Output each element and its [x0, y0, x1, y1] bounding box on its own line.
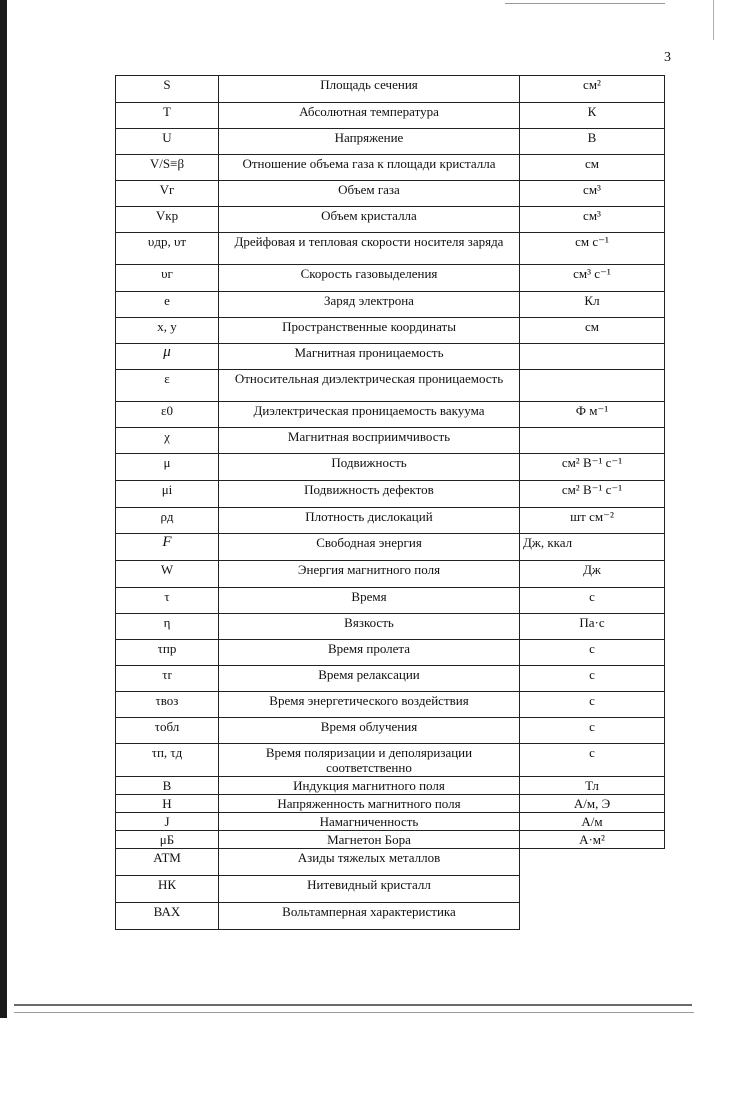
- unit-cell: см³: [520, 207, 665, 233]
- unit-cell: Тл: [520, 777, 665, 795]
- description-cell: Вязкость: [219, 614, 520, 640]
- symbol-cell: ВАХ: [116, 903, 219, 930]
- unit-cell: Ф м⁻¹: [520, 402, 665, 428]
- symbol-cell: ε: [116, 370, 219, 402]
- unit-cell: А/м, Э: [520, 795, 665, 813]
- symbol-cell: μБ: [116, 831, 219, 849]
- description-cell: Скорость газовыделения: [219, 265, 520, 292]
- unit-cell: [520, 370, 665, 402]
- unit-cell: с: [520, 718, 665, 744]
- description-cell: Подвижность дефектов: [219, 481, 520, 508]
- symbol-cell: НК: [116, 876, 219, 903]
- table-row: [116, 903, 665, 930]
- unit-cell: см² В⁻¹ с⁻¹: [520, 481, 665, 508]
- symbol-cell: V/S≡β: [116, 155, 219, 181]
- unit-cell: [520, 344, 665, 370]
- table-row: [116, 744, 665, 777]
- table-row: [116, 692, 665, 718]
- scan-line-bottom: [14, 1012, 694, 1013]
- symbol-cell: Vкр: [116, 207, 219, 233]
- table-row: [116, 795, 665, 813]
- table-row: [116, 402, 665, 428]
- symbol-cell: τ: [116, 588, 219, 614]
- description-cell: Диэлектрическая проницаемость вакуума: [219, 402, 520, 428]
- scan-line-top: [505, 3, 665, 4]
- description-cell: Объем газа: [219, 181, 520, 207]
- unit-cell: с: [520, 744, 665, 777]
- table-row: [116, 561, 665, 588]
- table-row: [116, 588, 665, 614]
- symbol-cell: W: [116, 561, 219, 588]
- unit-cell: А/м: [520, 813, 665, 831]
- unit-cell: с: [520, 640, 665, 666]
- unit-cell: К: [520, 103, 665, 129]
- description-cell: Магнитная восприимчивость: [219, 428, 520, 454]
- unit-cell: Кл: [520, 292, 665, 318]
- description-cell: Намагниченность: [219, 813, 520, 831]
- description-cell: Время поляризации и деполяризации соответственно: [219, 744, 520, 777]
- description-cell: Относительная диэлектрическая проницаемость: [219, 370, 520, 402]
- table-row: [116, 640, 665, 666]
- table-row: [116, 155, 665, 181]
- table-row: [116, 534, 665, 561]
- description-cell: Плотность дислокаций: [219, 508, 520, 534]
- unit-cell: см: [520, 155, 665, 181]
- unit-cell: Дж, ккал: [520, 534, 665, 561]
- unit-cell: см³: [520, 181, 665, 207]
- description-cell: Азиды тяжелых металлов: [219, 849, 520, 876]
- table-row: [116, 813, 665, 831]
- unit-cell: с: [520, 588, 665, 614]
- notation-table: [115, 75, 665, 930]
- unit-cell: см: [520, 318, 665, 344]
- symbol-cell: H: [116, 795, 219, 813]
- table-row: [116, 370, 665, 402]
- table-row: [116, 831, 665, 849]
- description-cell: Время облучения: [219, 718, 520, 744]
- unit-cell: [520, 903, 665, 930]
- description-cell: Объем кристалла: [219, 207, 520, 233]
- table-row: [116, 428, 665, 454]
- symbol-cell: χ: [116, 428, 219, 454]
- unit-cell: А·м²: [520, 831, 665, 849]
- description-cell: Пространственные координаты: [219, 318, 520, 344]
- unit-cell: Па·с: [520, 614, 665, 640]
- scan-line-right: [713, 0, 714, 40]
- symbol-cell: F: [116, 534, 219, 561]
- symbol-cell: Vг: [116, 181, 219, 207]
- table-row: [116, 103, 665, 129]
- description-cell: Отношение объема газа к площади кристалла: [219, 155, 520, 181]
- unit-cell: см²: [520, 76, 665, 103]
- table-row: [116, 777, 665, 795]
- symbol-cell: η: [116, 614, 219, 640]
- symbol-cell: υг: [116, 265, 219, 292]
- description-cell: Подвижность: [219, 454, 520, 481]
- description-cell: Вольтамперная характеристика: [219, 903, 520, 930]
- description-cell: Напряженность магнитного поля: [219, 795, 520, 813]
- table-row: [116, 233, 665, 265]
- unit-cell: см³ с⁻¹: [520, 265, 665, 292]
- scan-edge-left: [0, 0, 7, 1018]
- description-cell: Дрейфовая и тепловая скорости носителя заряда: [219, 233, 520, 265]
- unit-cell: В: [520, 129, 665, 155]
- table-row: [116, 265, 665, 292]
- table-row: [116, 849, 665, 876]
- table-row: [116, 318, 665, 344]
- symbol-cell: J: [116, 813, 219, 831]
- description-cell: Индукция магнитного поля: [219, 777, 520, 795]
- table-row: [116, 181, 665, 207]
- table-row: [116, 481, 665, 508]
- description-cell: Заряд электрона: [219, 292, 520, 318]
- symbol-cell: S: [116, 76, 219, 103]
- symbol-cell: υдр, υт: [116, 233, 219, 265]
- symbol-cell: АТМ: [116, 849, 219, 876]
- unit-cell: см с⁻¹: [520, 233, 665, 265]
- description-cell: Время релаксации: [219, 666, 520, 692]
- notation-table-body: [116, 76, 665, 930]
- description-cell: Свободная энергия: [219, 534, 520, 561]
- symbol-cell: τвоз: [116, 692, 219, 718]
- unit-cell: [520, 849, 665, 876]
- table-row: [116, 614, 665, 640]
- table-row: [116, 344, 665, 370]
- unit-cell: с: [520, 666, 665, 692]
- symbol-cell: ε0: [116, 402, 219, 428]
- symbol-cell: τп, τд: [116, 744, 219, 777]
- symbol-cell: B: [116, 777, 219, 795]
- symbol-cell: e: [116, 292, 219, 318]
- table-row: [116, 876, 665, 903]
- table-row: [116, 666, 665, 692]
- symbol-cell: μ: [116, 344, 219, 370]
- symbol-cell: μ: [116, 454, 219, 481]
- unit-cell: [520, 876, 665, 903]
- symbol-cell: τпр: [116, 640, 219, 666]
- unit-cell: [520, 428, 665, 454]
- description-cell: Магнетон Бора: [219, 831, 520, 849]
- table-row: [116, 454, 665, 481]
- description-cell: Энергия магнитного поля: [219, 561, 520, 588]
- unit-cell: Дж: [520, 561, 665, 588]
- description-cell: Время энергетического воздействия: [219, 692, 520, 718]
- symbol-cell: x, y: [116, 318, 219, 344]
- symbol-cell: ρд: [116, 508, 219, 534]
- table-row: [116, 508, 665, 534]
- description-cell: Время пролета: [219, 640, 520, 666]
- unit-cell: шт см⁻²: [520, 508, 665, 534]
- page-number: 3: [664, 50, 671, 65]
- unit-cell: см² В⁻¹ с⁻¹: [520, 454, 665, 481]
- table-row: [116, 76, 665, 103]
- description-cell: Время: [219, 588, 520, 614]
- description-cell: Нитевидный кристалл: [219, 876, 520, 903]
- symbol-cell: τобл: [116, 718, 219, 744]
- scan-edge-bottom: [14, 1004, 692, 1006]
- table-row: [116, 207, 665, 233]
- description-cell: Площадь сечения: [219, 76, 520, 103]
- table-row: [116, 292, 665, 318]
- unit-cell: с: [520, 692, 665, 718]
- table-row: [116, 129, 665, 155]
- symbol-cell: μi: [116, 481, 219, 508]
- description-cell: Магнитная проницаемость: [219, 344, 520, 370]
- symbol-cell: τr: [116, 666, 219, 692]
- table-row: [116, 718, 665, 744]
- description-cell: Абсолютная температура: [219, 103, 520, 129]
- description-cell: Напряжение: [219, 129, 520, 155]
- symbol-cell: U: [116, 129, 219, 155]
- symbol-cell: T: [116, 103, 219, 129]
